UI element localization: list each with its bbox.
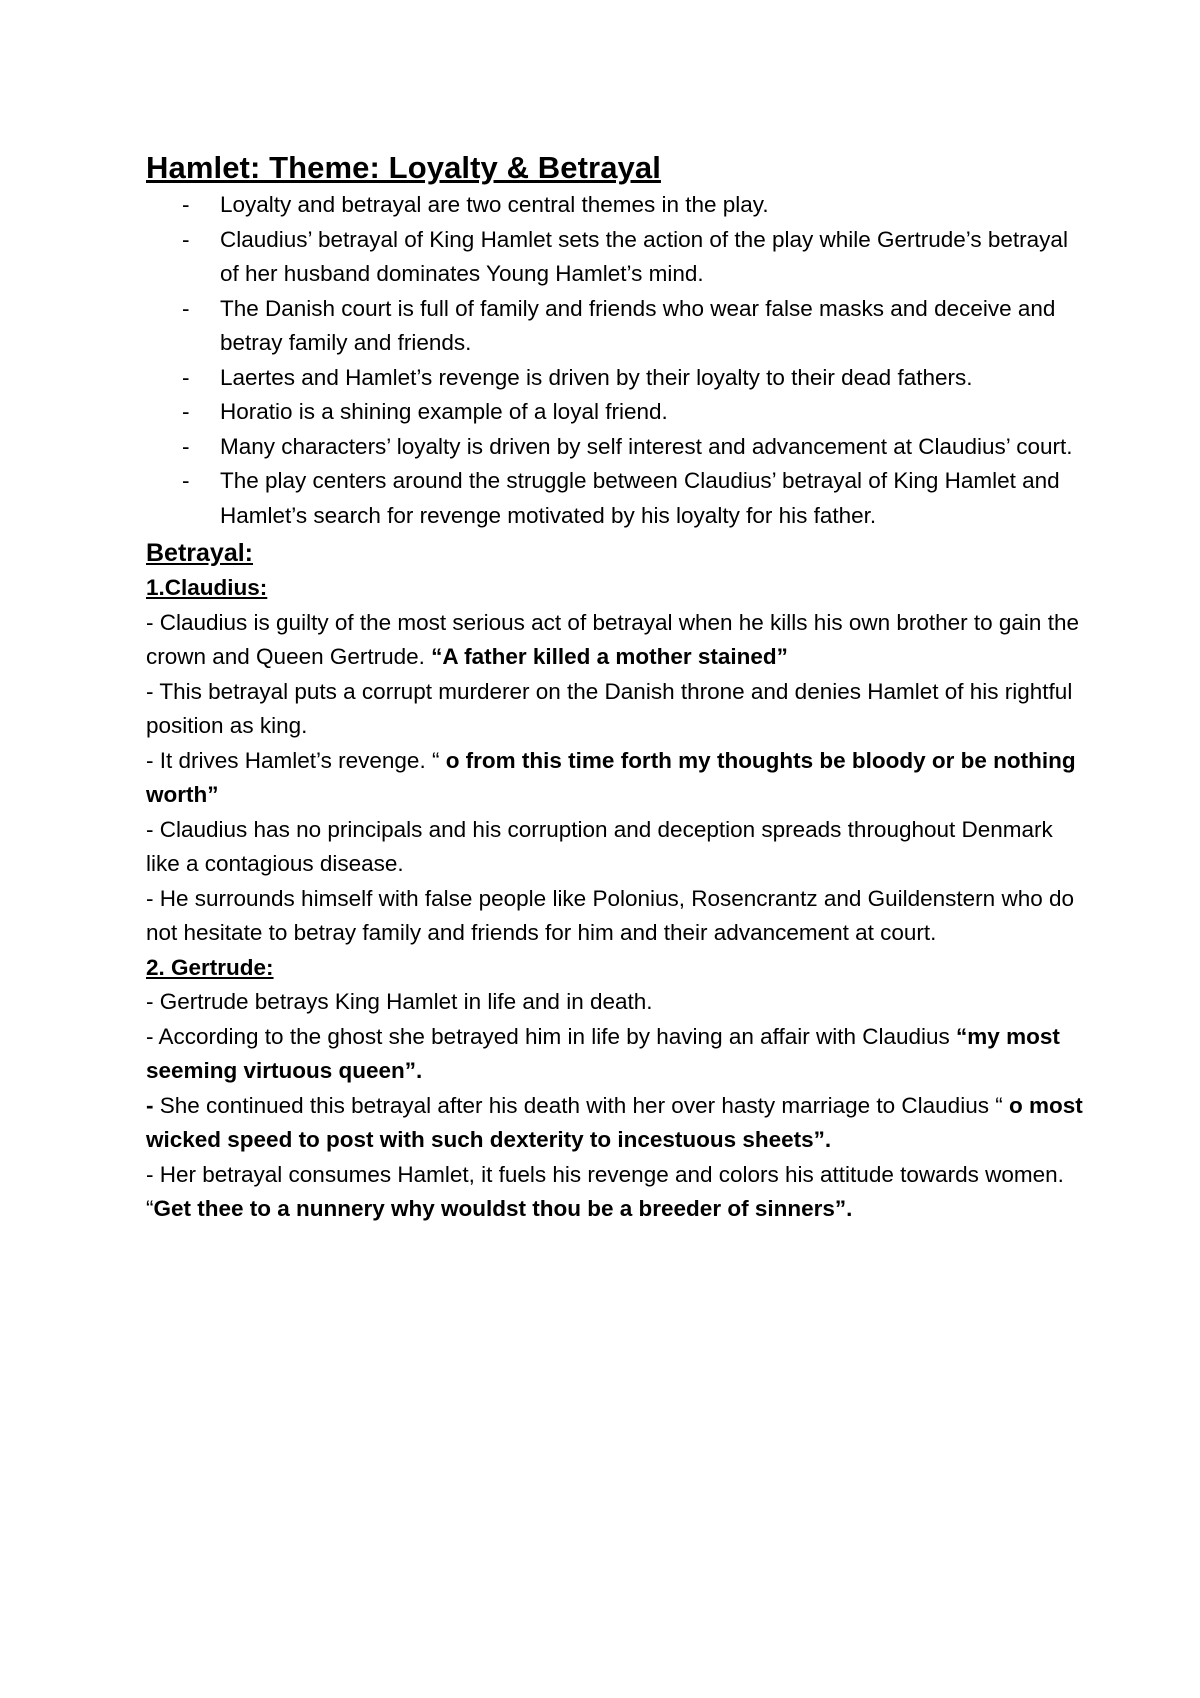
- gertrude-paragraph-2: [146, 1020, 1086, 1089]
- bullet-dash: -: [182, 364, 190, 390]
- bullet-dash: -: [182, 399, 190, 424]
- bullet-item: [146, 292, 1086, 361]
- claudius-paragraph-4: [146, 813, 1086, 882]
- bullet-dash: -: [182, 468, 190, 493]
- paragraph-text: - Claudius has no principals and his corruption and deception spreads throughout Denmark like a contagious disease.: [146, 816, 1053, 876]
- bullet-dash: -: [182, 295, 190, 321]
- bullet-item: [146, 395, 1086, 430]
- bullet-item: [146, 464, 1086, 533]
- betrayal-heading: Betrayal:: [146, 539, 253, 567]
- paragraph-text: - Claudius is guilty of the most serious act of betrayal when he kills his own brother to gain the crown and Queen Gertrude.: [146, 609, 1079, 669]
- claudius-heading: 1.Claudius:: [146, 575, 268, 600]
- bullet-item: [146, 430, 1086, 465]
- paragraph-text: - It drives Hamlet’s revenge. “: [146, 747, 446, 773]
- paragraph-text: She continued this betrayal after his death with her over hasty marriage to Claudius “: [153, 1092, 1009, 1118]
- bullet-text: The play centers around the struggle between Claudius’ betrayal of King Hamlet and Hamlet’s search for revenge motivated by his loyalty for his father.: [220, 468, 1060, 528]
- gertrude-paragraph-4: [146, 1158, 1086, 1227]
- quote-text: “my most seeming virtuous queen”.: [146, 1023, 1060, 1083]
- bullet-dash: -: [182, 226, 190, 252]
- bullet-text: Loyalty and betrayal are two central themes in the play.: [220, 192, 769, 217]
- claudius-paragraph-2: [146, 675, 1086, 744]
- bullet-item: [146, 223, 1086, 292]
- document-page: [146, 148, 1086, 1227]
- quote-text: “A father killed a mother stained”: [431, 644, 788, 669]
- paragraph-text: - Gertrude betrays King Hamlet in life and in death.: [146, 989, 653, 1014]
- gertrude-paragraph-3: [146, 1089, 1086, 1158]
- quote-text: o from this time forth my thoughts be bloody or be nothing worth”: [146, 747, 1076, 807]
- bullet-text: Claudius’ betrayal of King Hamlet sets the action of the play while Gertrude’s betrayal of her husband dominates Young Hamlet’s mind.: [220, 226, 1068, 286]
- bullet-text: The Danish court is full of family and friends who wear false masks and deceive and betray family and friends.: [220, 295, 1056, 355]
- paragraph-text: - Her betrayal consumes Hamlet, it fuels his revenge and colors his attitude towards women. “: [146, 1161, 1064, 1221]
- claudius-paragraph-3: [146, 744, 1086, 813]
- bullet-text: Laertes and Hamlet’s revenge is driven by their loyalty to their dead fathers.: [220, 364, 973, 390]
- bullet-text: Many characters’ loyalty is driven by self interest and advancement at Claudius’ court.: [220, 433, 1073, 459]
- bullet-item: [146, 361, 1086, 396]
- paragraph-text: - He surrounds himself with false people like Polonius, Rosencrantz and Guildenstern who do not hesitate to betray family and friends for him and their advancement at court.: [146, 885, 1074, 945]
- bullet-dash: -: [182, 433, 190, 459]
- bold-dash: -: [146, 1092, 154, 1118]
- claudius-paragraph-1: [146, 606, 1086, 675]
- document-title: Hamlet: Theme: Loyalty & Betrayal: [146, 150, 661, 185]
- gertrude-paragraph-1: [146, 985, 1086, 1020]
- paragraph-text: - According to the ghost she betrayed him in life by having an affair with Claudius: [146, 1023, 957, 1049]
- bullet-dash: -: [182, 192, 190, 217]
- theme-bullet-list: [146, 188, 1086, 533]
- bullet-text: Horatio is a shining example of a loyal friend.: [220, 399, 668, 424]
- quote-text: Get thee to a nunnery why wouldst thou be a breeder of sinners”.: [153, 1196, 853, 1221]
- gertrude-heading: 2. Gertrude:: [146, 954, 274, 980]
- quote-text: o most wicked speed to post with such dexterity to incestuous sheets”.: [146, 1092, 1083, 1152]
- paragraph-text: - This betrayal puts a corrupt murderer on the Danish throne and denies Hamlet of his rightful position as king.: [146, 678, 1073, 738]
- claudius-paragraph-5: [146, 882, 1086, 951]
- bullet-item: [146, 188, 1086, 223]
